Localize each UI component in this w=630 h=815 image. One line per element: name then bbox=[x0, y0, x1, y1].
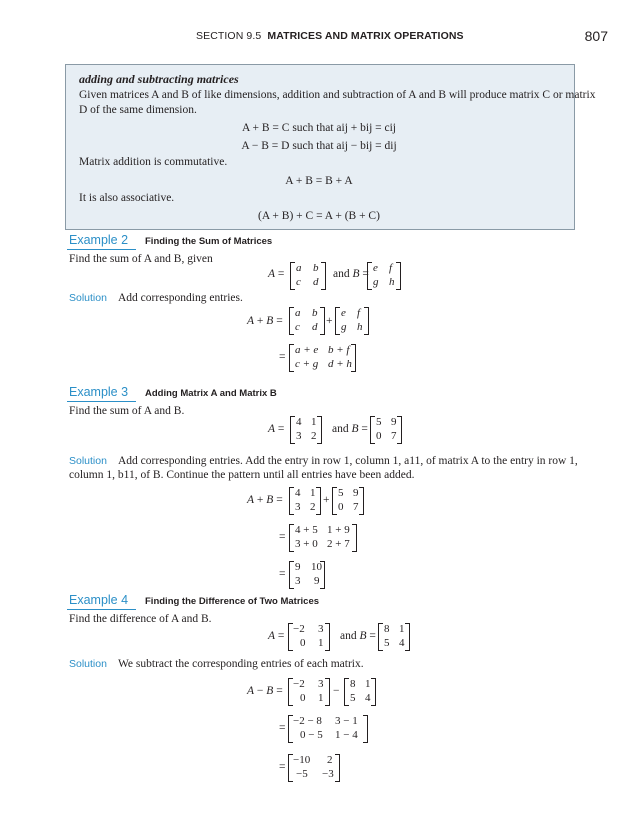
running-header bbox=[0, 30, 630, 46]
example-3-prompt: Find the sum of A and B. bbox=[69, 405, 185, 417]
matrix-ex3-A-step: 4 1 3 2 bbox=[289, 487, 321, 515]
example-2-label: Example 2 bbox=[69, 233, 129, 247]
matrix-ex4-result: −10 2 −5 −3 bbox=[288, 754, 340, 782]
example-3-solution-label: Solution bbox=[69, 455, 107, 467]
matrix-ex3-A: 4 1 3 2 bbox=[290, 416, 322, 444]
example-2-title: Finding the Sum of Matrices bbox=[145, 236, 273, 247]
example-4-solution-label: Solution bbox=[69, 658, 107, 670]
example-4-label: Example 4 bbox=[69, 593, 129, 607]
matrix-ex3-B-step: 5 9 0 7 bbox=[332, 487, 364, 515]
eq-label-A: A = bbox=[268, 268, 285, 280]
matrix-ex4-B: 8 1 5 4 bbox=[378, 623, 410, 651]
example-2-underline bbox=[67, 249, 136, 250]
example-3-solution-text-2: column 1, b11, of B. Continue the pattern until all entries have been added. bbox=[69, 469, 415, 481]
equation-associative: (A + B) + C = A + (B + C) bbox=[258, 210, 380, 222]
matrix-ex4-A-step: −2 3 0 1 bbox=[288, 678, 330, 706]
example-2-prompt: Find the sum of A and B, given bbox=[69, 253, 213, 265]
matrix-ex3-B: 5 9 0 7 bbox=[370, 416, 402, 444]
matrix-ex4-A: −2 3 0 1 bbox=[288, 623, 330, 651]
matrix-ex2-sum: a + e b + f c + g d + h bbox=[289, 344, 356, 372]
matrix-ex4-step: −2 − 8 3 − 1 0 − 5 1 − 4 bbox=[288, 715, 368, 743]
page-number: 807 bbox=[584, 28, 608, 44]
matrix-ex2-B: e f g h bbox=[367, 262, 401, 290]
example-3-solution-text-1: Add corresponding entries. Add the entry in row 1, column 1, a11, of matrix A to the entry in row 1, bbox=[118, 455, 578, 467]
equation-sum-definition: A + B = C such that aij + bij = cij bbox=[241, 122, 397, 134]
example-3-title: Adding Matrix A and Matrix B bbox=[145, 388, 277, 399]
eq-label-andB: and B = bbox=[333, 268, 369, 280]
equation-commutative: A + B = B + A bbox=[285, 175, 353, 187]
example-4-solution-text: We subtract the corresponding entries of each matrix. bbox=[118, 658, 364, 670]
box-title: adding and subtracting matrices bbox=[79, 72, 239, 86]
example-4-title: Finding the Difference of Two Matrices bbox=[145, 596, 320, 607]
example-3-underline bbox=[67, 401, 136, 402]
matrix-ex3-result: 9 10 3 9 bbox=[289, 561, 325, 589]
example-4-underline bbox=[67, 609, 136, 610]
commutative-text: Matrix addition is commutative. bbox=[79, 156, 228, 168]
matrix-ex2-B-step: e f g h bbox=[335, 307, 369, 335]
equation-difference-definition: A − B = D such that aij − bij = dij bbox=[241, 140, 397, 152]
associative-text: It is also associative. bbox=[79, 192, 175, 204]
matrix-ex2-A: a b c d bbox=[290, 262, 326, 290]
box-intro-line2: D of the same dimension. bbox=[79, 104, 197, 116]
matrix-ex3-step: 4 + 5 1 + 9 3 + 0 2 + 7 bbox=[289, 524, 357, 552]
example-4-prompt: Find the difference of A and B. bbox=[69, 613, 212, 625]
eq-ApB-1: A + B = bbox=[247, 315, 283, 327]
example-2-solution-text: Add corresponding entries. bbox=[118, 292, 243, 304]
box-intro-line1: Given matrices A and B of like dimensions, addition and subtraction of A and B will produce matrix C or matrix bbox=[79, 89, 596, 101]
matrix-ex4-B-step: 8 1 5 4 bbox=[344, 678, 376, 706]
section-header: SECTION 9.5 MATRICES AND MATRIX OPERATIONS bbox=[196, 30, 464, 42]
example-2-solution-label: Solution bbox=[69, 292, 107, 304]
matrix-ex2-A-step: a b c d bbox=[289, 307, 325, 335]
example-3-label: Example 3 bbox=[69, 385, 129, 399]
